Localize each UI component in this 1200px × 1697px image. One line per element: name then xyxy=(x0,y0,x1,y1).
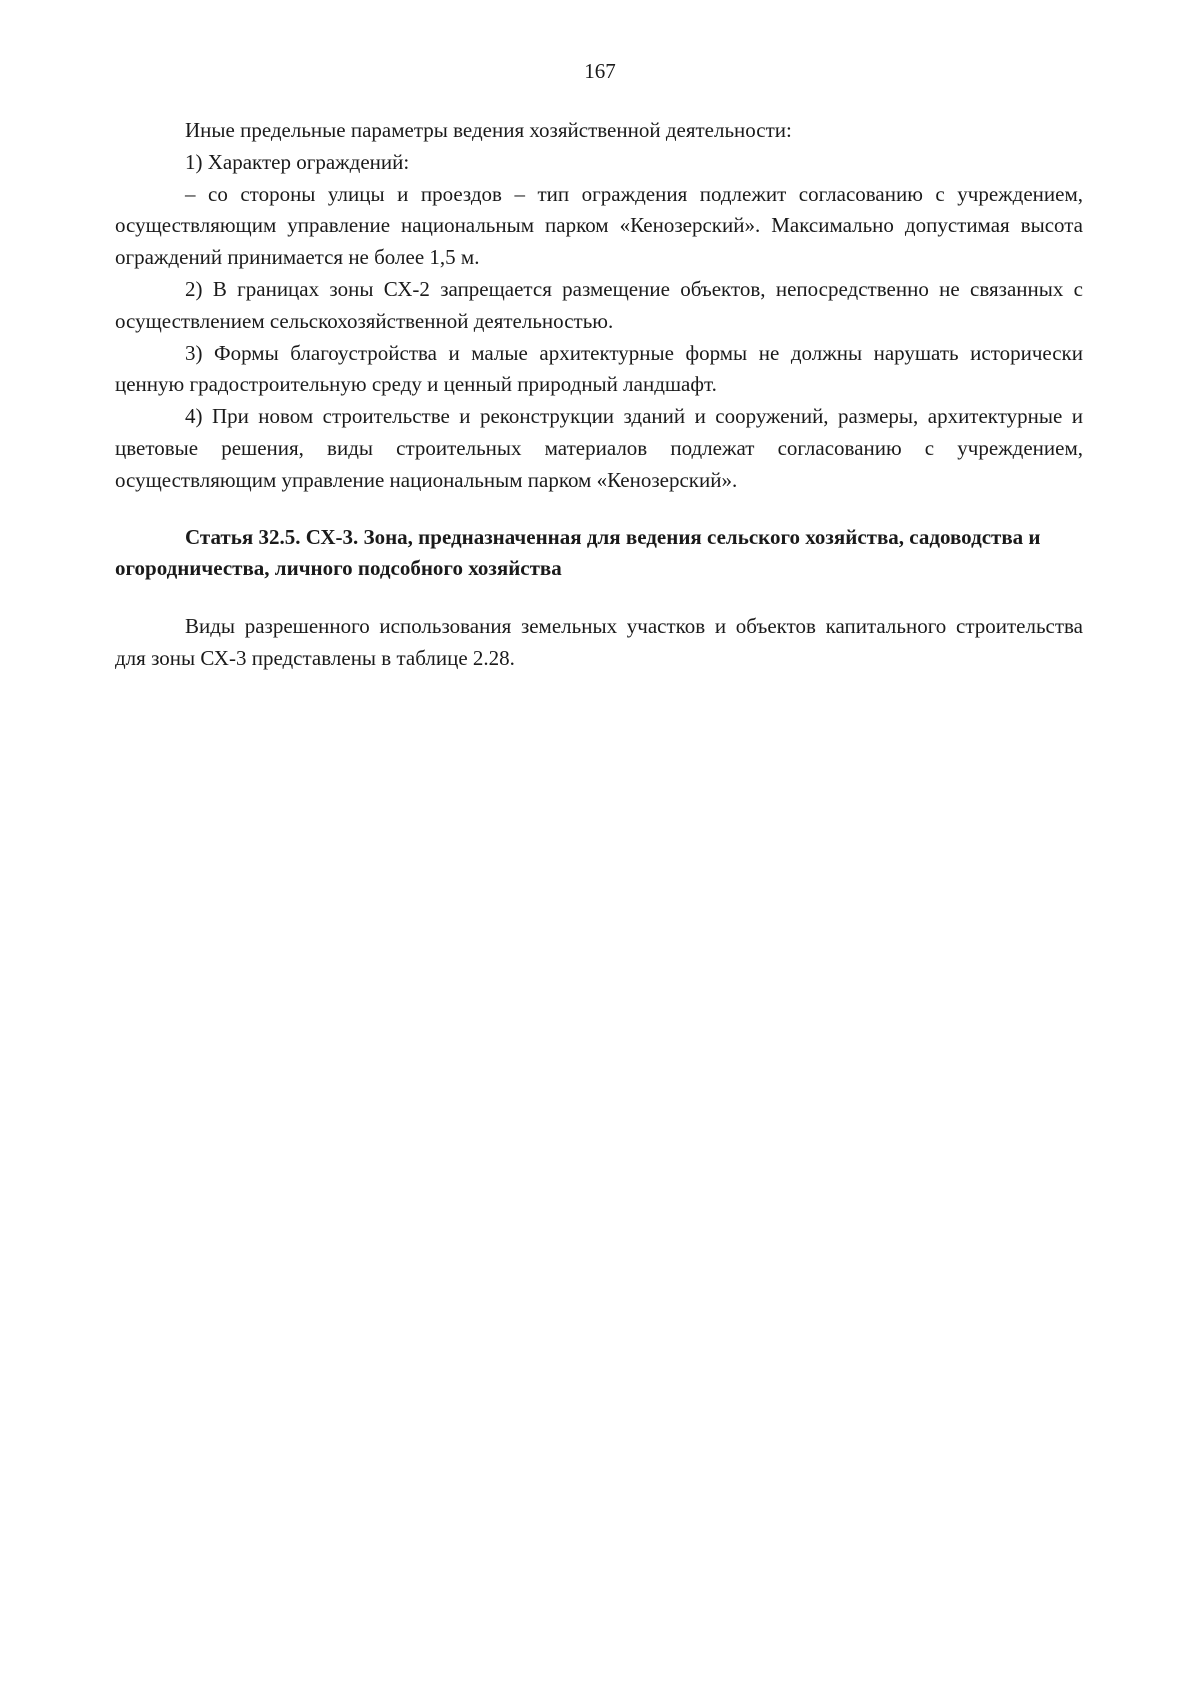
intro-paragraph: Иные предельные параметры ведения хозяйственной деятельности: xyxy=(185,118,792,142)
article-heading: Статья 32.5. СХ-3. Зона, предназначенная для ведения сельского хозяйства, садоводства и огородничества, личного подсобного хозяйства xyxy=(115,524,1041,581)
page-number: 167 xyxy=(584,59,616,83)
article-paragraph: Виды разрешенного использования земельных участков и объектов капитального строительства для зоны СХ-3 представлены в таблице 2.28. xyxy=(115,614,1083,670)
item-2-paragraph: 2) В границах зоны СХ-2 запрещается размещение объектов, непосредственно не связанных с осуществлением сельскохозяйственной деятельностью. xyxy=(115,276,1083,333)
item-4-paragraph: 4) При новом строительстве и реконструкции зданий и сооружений, размеры, архитектурные и цветовые решения, виды строительных материалов подлежат согласованию с учреждением, осуществляющим управление национальным парком «Кенозерский». xyxy=(115,404,1083,492)
item-1-title: 1) Характер ограждений: xyxy=(185,149,410,174)
document-body xyxy=(115,115,1083,675)
item-3-paragraph: 3) Формы благоустройства и малые архитектурные формы не должны нарушать исторически ценную градостроительную среду и ценный природный ландшафт. xyxy=(115,340,1083,397)
item-1-text: – со стороны улицы и проездов – тип ограждения подлежит согласованию с учреждением, осуществляющим управление национальным парком «Кенозерский». Максимально допустимая высота ограждений принимается не более 1,5 м. xyxy=(115,181,1083,270)
